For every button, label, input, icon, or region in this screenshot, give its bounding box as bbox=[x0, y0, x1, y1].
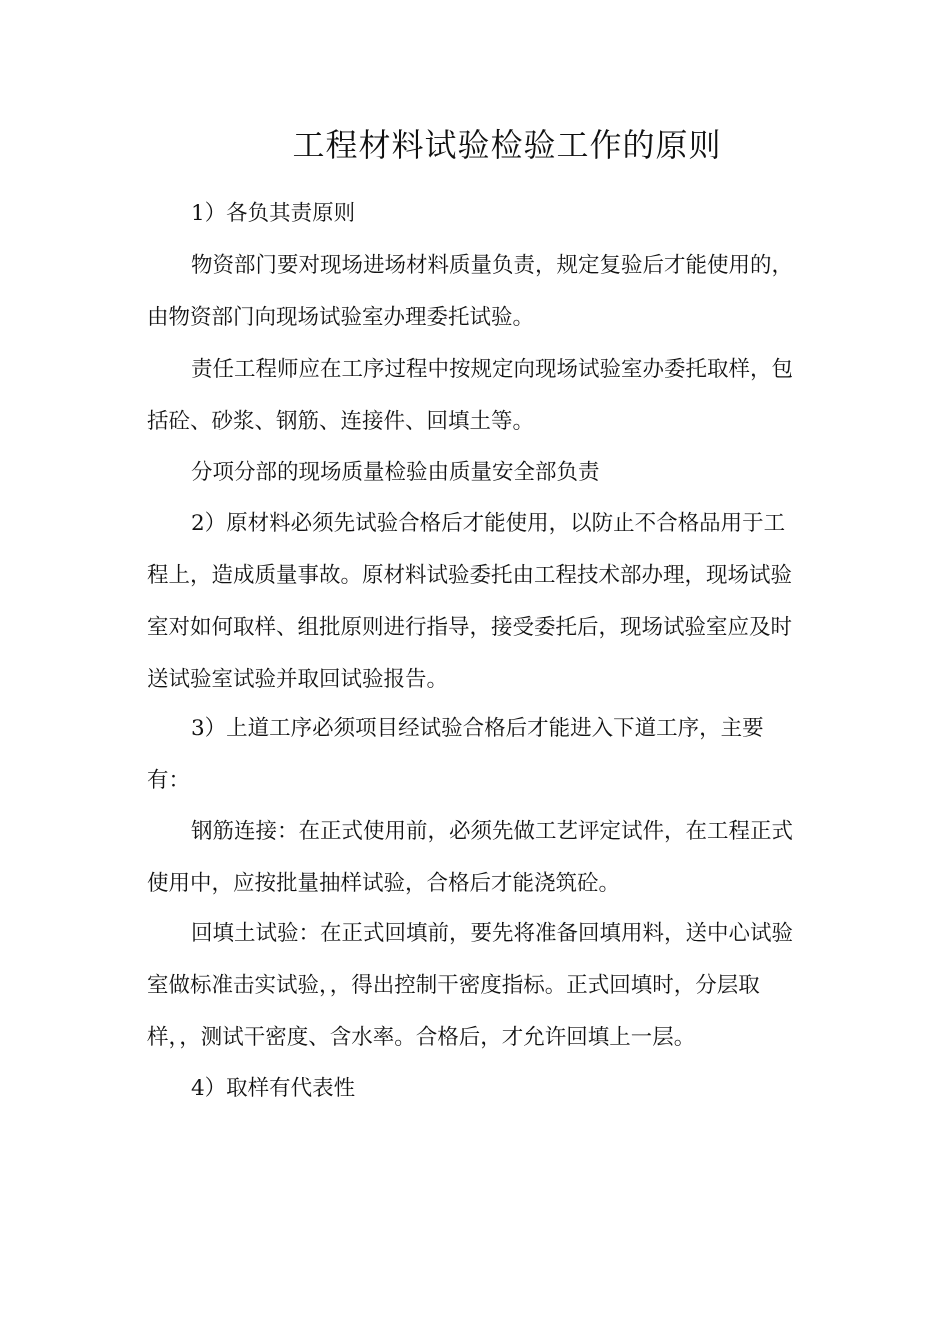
paragraph-4-heading: 4）取样有代表性 bbox=[191, 1076, 356, 1101]
document-title: 工程材料试验检验工作的原则 bbox=[292, 126, 722, 164]
paragraph-materials-dept: 物资部门要对现场进场材料质量负责，规定复验后才能使用的，由物资部门向现场试验室办理委托试验。 bbox=[147, 253, 794, 330]
paragraph-2-raw-materials: 2）原材料必须先试验合格后才能使用，以防止不合格品用于工程上，造成质量事故。原材料试验委托由工程技术部办理，现场试验室对如何取样、组批原则进行指导，接受委托后，现场试验室应及时送试验室试验并取回试验报告。 bbox=[147, 511, 793, 692]
paragraph-3-previous-process: 3）上道工序必须项目经试验合格后才能进入下道工序，主要有： bbox=[147, 716, 764, 793]
paragraph-1-heading: 1）各负其责原则 bbox=[191, 201, 356, 226]
paragraph-backfill-test: 回填土试验：在正式回填前，要先将准备回填用料，送中心试验室做标准击实试验，，得出控制干密度指标。正式回填时，分层取样，，测试干密度、含水率。合格后，才允许回填上一层。 bbox=[147, 921, 794, 1050]
paragraph-rebar-connection: 钢筋连接：在正式使用前，必须先做工艺评定试件，在工程正式使用中，应按批量抽样试验，合格后才能浇筑砼。 bbox=[147, 819, 794, 896]
paragraph-quality-safety: 分项分部的现场质量检验由质量安全部负责 bbox=[191, 460, 600, 485]
paragraph-responsible-engineer: 责任工程师应在工序过程中按规定向现场试验室办委托取样，包括砼、砂浆、钢筋、连接件、回填土等。 bbox=[147, 357, 794, 434]
